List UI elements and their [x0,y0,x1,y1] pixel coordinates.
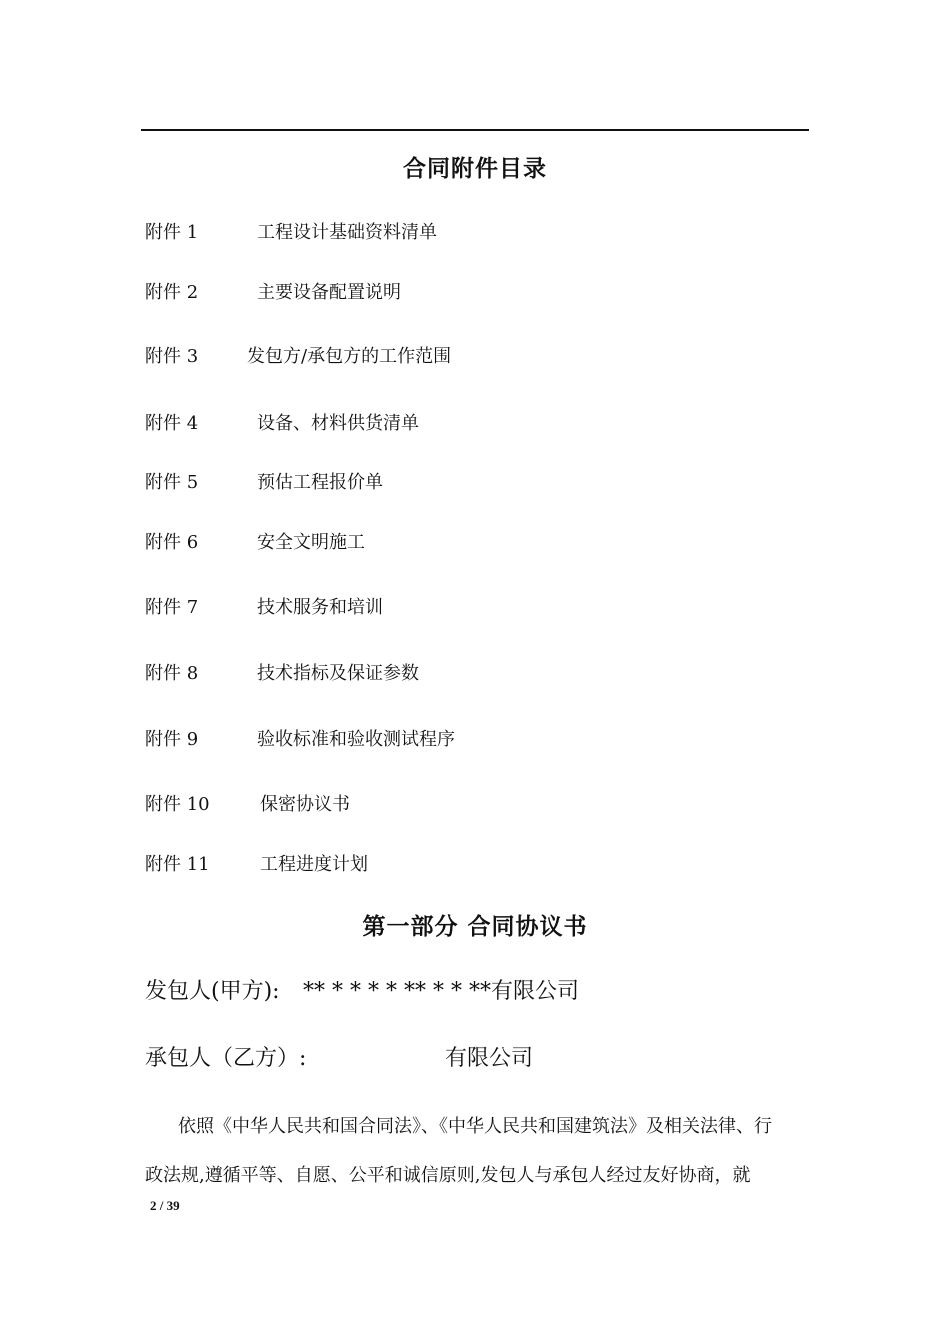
toc-item-text: 预估工程报价单 [257,472,383,493]
toc-title: 合同附件目录 [403,155,547,182]
toc-item-label: 附件 3 [145,346,199,367]
toc-item-label: 附件 4 [145,413,199,434]
toc-item-text: 技术指标及保证参数 [257,663,419,684]
toc-item-label: 附件 2 [145,282,199,303]
toc-item-label: 附件 7 [145,597,199,618]
toc-item-label: 附件 11 [145,854,210,875]
contractor-label: 承包人（乙方）: [145,1046,307,1071]
part-title: 第一部分 合同协议书 [362,913,588,940]
toc-item-text: 保密协议书 [260,794,350,815]
toc-item-text: 工程设计基础资料清单 [257,222,437,243]
paragraph-line-2: 政法规,遵循平等、自愿、公平和诚信原则,发包人与承包人经过友好协商，就 [145,1165,751,1186]
paragraph-line-1: 依照《中华人民共和国合同法》、《中华人民共和国建筑法》及相关法律、行 [178,1116,772,1137]
toc-item-label: 附件 5 [145,472,199,493]
toc-item-text: 发包方/承包方的工作范围 [247,346,452,367]
contractor-value: 有限公司 [445,1046,534,1071]
employer-label: 发包人(甲方): [145,979,280,1004]
toc-item-label: 附件 6 [145,532,199,553]
toc-item-text: 工程进度计划 [260,854,368,875]
toc-item-text: 技术服务和培训 [257,597,383,618]
employer-value: ** * * * * ** * * **有限公司 [303,979,579,1004]
toc-item-text: 主要设备配置说明 [257,282,401,303]
toc-item-text: 设备、材料供货清单 [257,413,419,434]
toc-item-text: 安全文明施工 [257,532,365,553]
toc-item-label: 附件 1 [145,222,199,243]
page-number: 2 / 39 [150,1198,180,1213]
toc-item-label: 附件 9 [145,729,199,750]
toc-item-text: 验收标准和验收测试程序 [257,729,455,750]
toc-item-label: 附件 10 [145,794,210,815]
header-rule [141,129,809,131]
toc-item-label: 附件 8 [145,663,199,684]
